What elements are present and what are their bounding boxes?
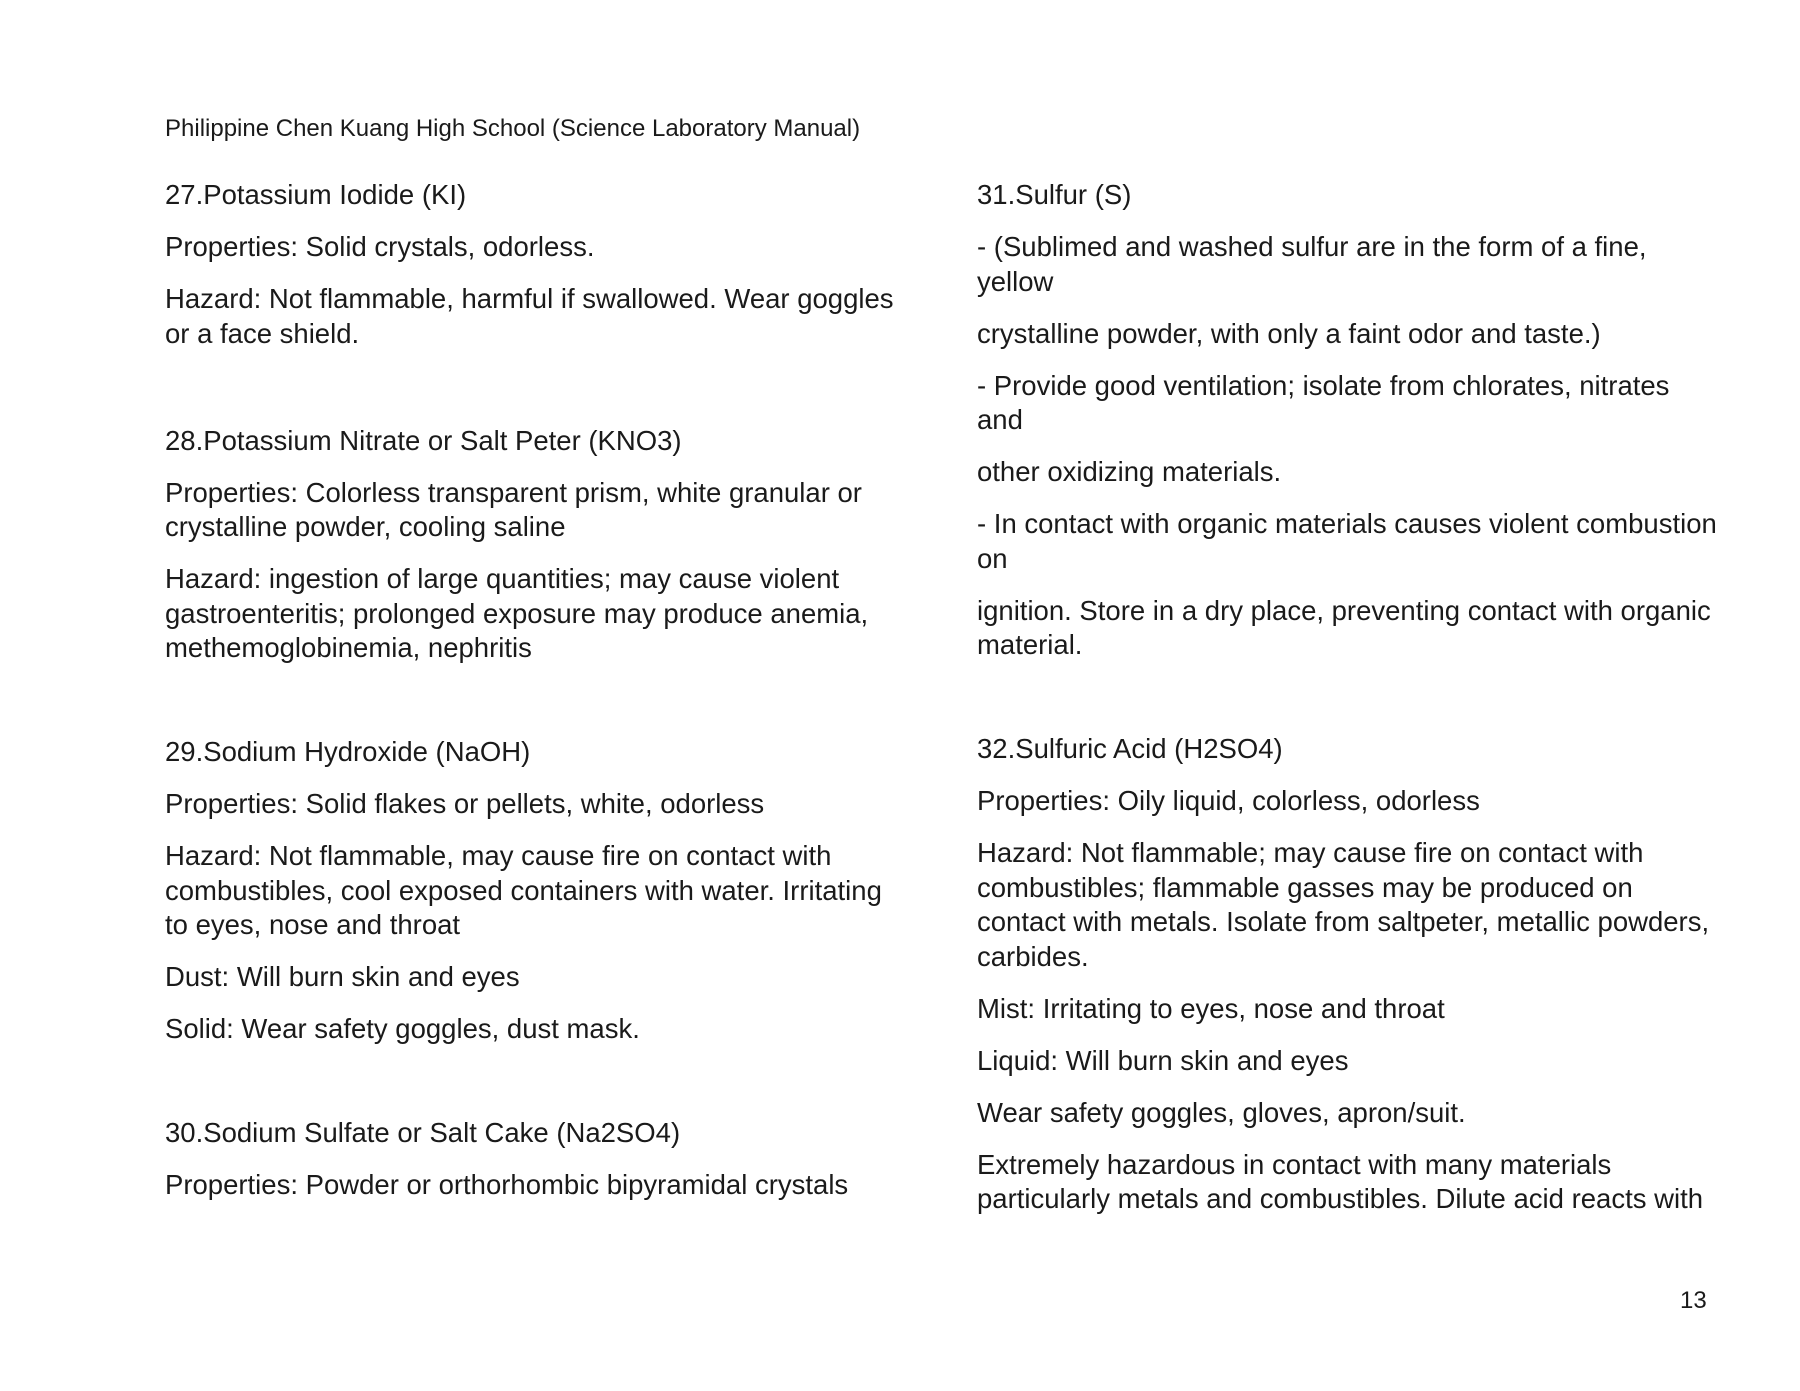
entry-spacer — [165, 683, 905, 735]
ppe-text: Wear safety goggles, gloves, apron/suit. — [977, 1096, 1466, 1128]
entry-title: 27.Potassium Iodide (KI) — [165, 179, 467, 210]
page-number: 13 — [1680, 1287, 1707, 1314]
entry-spacer — [977, 680, 1722, 732]
hazard-text: Hazard: ingestion of large quantities; may cause violent gastroenteritis; prolonged exposure may produce anemia, methemoglobinemia, nephritis — [165, 563, 869, 663]
properties-text: Properties: Solid crystals, odorless. — [165, 231, 595, 262]
entry-sodium-sulfate — [165, 1116, 905, 1203]
sulfur-description: - (Sublimed and washed sulfur are in the form of a fine, yellow — [977, 231, 1647, 297]
hazard-text: Hazard: Not flammable; may cause fire on contact with combustibles; flammable gasses may be produced on contact with metals. Isolate from saltpeter, metallic powders, carbides. — [977, 837, 1710, 972]
sulfur-ventilation: - Provide good ventilation; isolate from chlorates, nitrates and — [977, 369, 1670, 435]
sulfur-contact-warning: - In contact with organic materials causes violent combustion on — [977, 508, 1717, 574]
sulfur-ventilation-cont: other oxidizing materials. — [977, 456, 1282, 487]
dust-text: Dust: Will burn skin and eyes — [165, 961, 520, 992]
entry-title: 29.Sodium Hydroxide (NaOH) — [165, 736, 531, 767]
properties-text: Properties: Oily liquid, colorless, odorless — [977, 785, 1480, 816]
entry-spacer — [165, 369, 905, 424]
mist-text: Mist: Irritating to eyes, nose and throat — [977, 992, 1445, 1024]
sulfur-description-cont: crystalline powder, with only a faint odor and taste.) — [977, 317, 1601, 349]
properties-text: Properties: Colorless transparent prism, white granular or crystalline powder, cooling saline — [165, 476, 862, 542]
running-header: Philippine Chen Kuang High School (Science Laboratory Manual) — [165, 115, 861, 142]
liquid-text: Liquid: Will burn skin and eyes — [977, 1044, 1349, 1076]
left-column — [165, 178, 905, 1220]
entry-title: 31.Sulfur (S) — [977, 179, 1132, 210]
solid-text: Solid: Wear safety goggles, dust mask. — [165, 1013, 640, 1044]
entry-title: 32.Sulfuric Acid (H2SO4) — [977, 733, 1283, 764]
properties-text: Properties: Powder or orthorhombic bipyramidal crystals — [165, 1169, 849, 1200]
entry-potassium-iodide — [165, 178, 905, 351]
entry-sodium-hydroxide — [165, 735, 905, 1047]
extreme-hazard-text: Extremely hazardous in contact with many materials particularly metals and combustibles. Dilute acid reacts with — [977, 1148, 1703, 1214]
entry-sulfur — [977, 178, 1722, 663]
sulfur-storage: ignition. Store in a dry place, preventing contact with organic material. — [977, 594, 1711, 660]
right-column — [977, 178, 1722, 1234]
entry-sulfuric-acid — [977, 732, 1722, 1217]
entry-spacer — [165, 1064, 905, 1116]
hazard-text: Hazard: Not flammable, harmful if swallowed. Wear goggles or a face shield. — [165, 283, 894, 349]
properties-text: Properties: Solid flakes or pellets, white, odorless — [165, 788, 765, 819]
entry-potassium-nitrate — [165, 424, 905, 666]
hazard-text: Hazard: Not flammable, may cause fire on contact with combustibles, cool exposed containers with water. Irritating to eyes, nose and throat — [165, 840, 882, 940]
entry-title: 28.Potassium Nitrate or Salt Peter (KNO3) — [165, 424, 682, 456]
entry-title: 30.Sodium Sulfate or Salt Cake (Na2SO4) — [165, 1117, 681, 1148]
